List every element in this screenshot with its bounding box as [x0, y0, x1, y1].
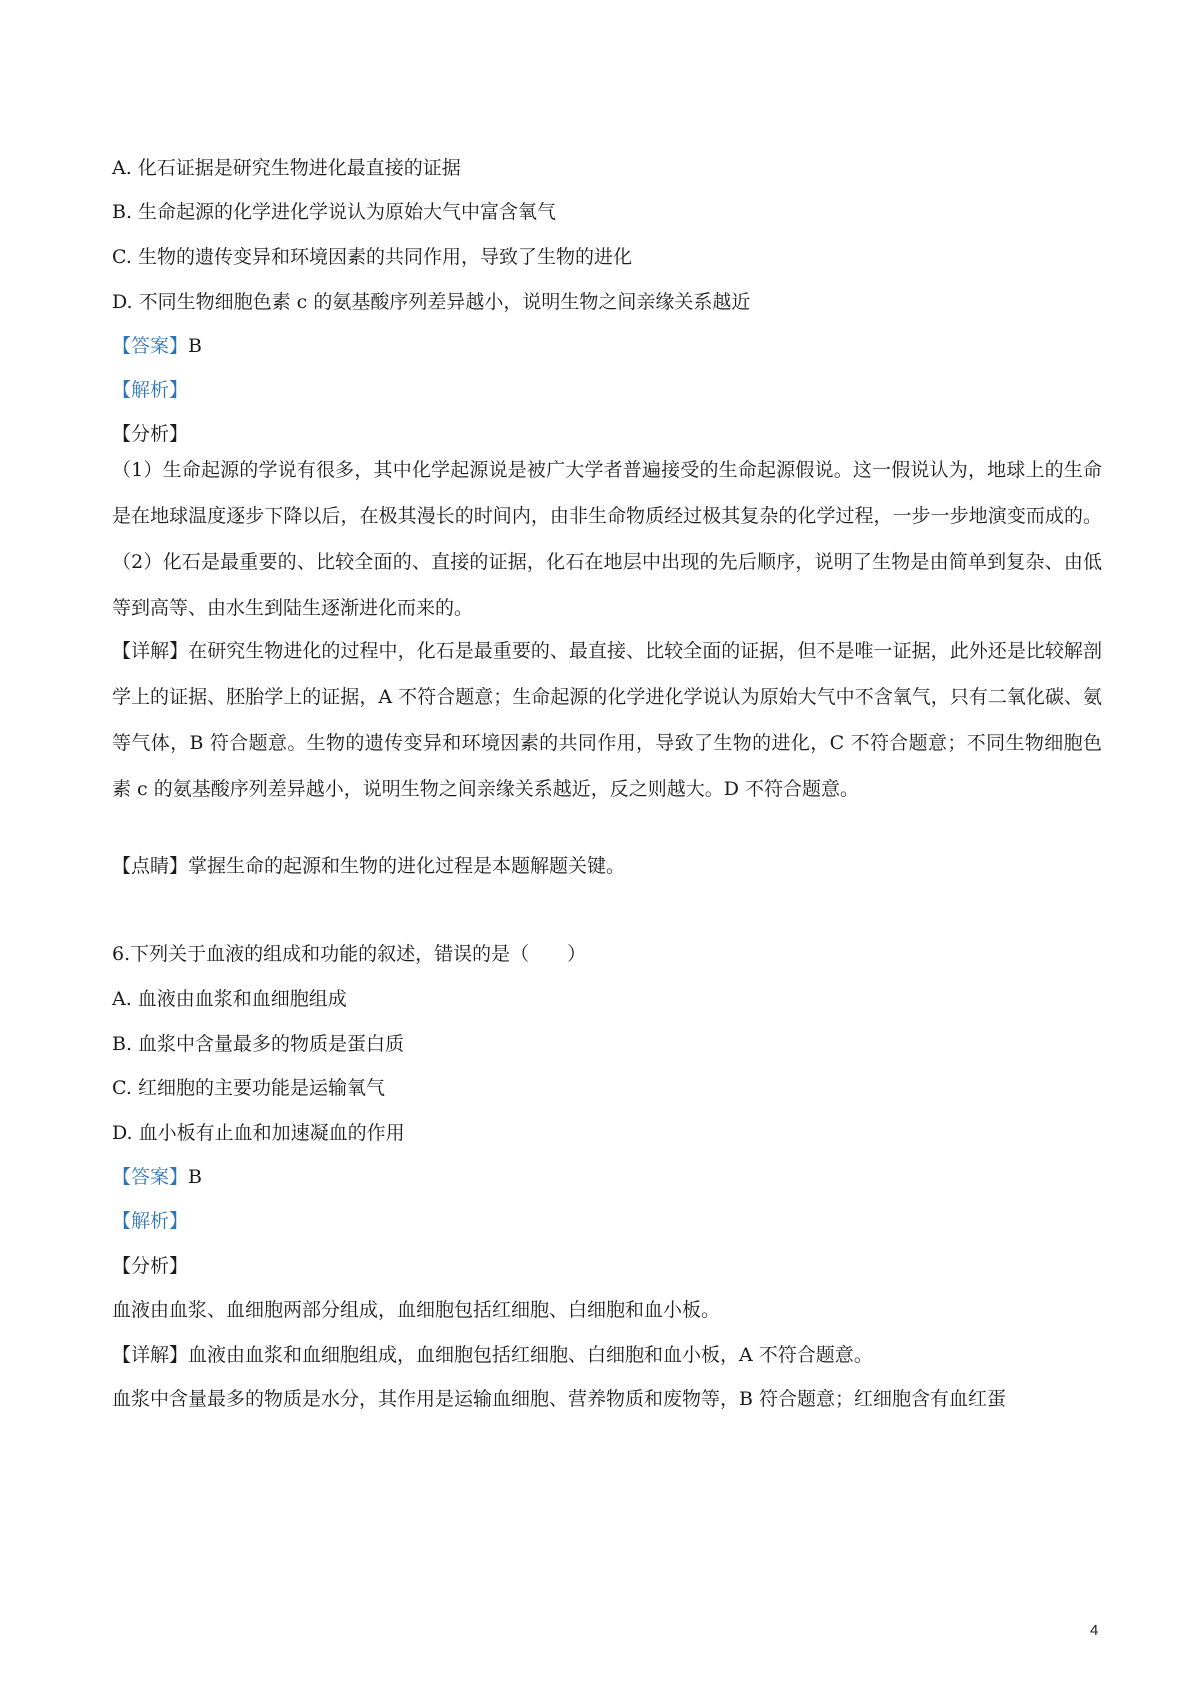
answer-value: B [188, 1166, 202, 1188]
dianjing-tag: 【点睛】 [112, 855, 189, 877]
q5-jiexi-tag: 【解析】 [112, 379, 189, 401]
q6-xiangjie [112, 1342, 873, 1368]
q6-question: 6.下列关于血液的组成和功能的叙述，错误的是（ ） [112, 943, 587, 965]
dianjing-text: 掌握生命的起源和生物的进化过程是本题解题关键。 [188, 855, 626, 877]
q5-dianjing [112, 853, 625, 879]
q5-option-b: B. 生命起源的化学进化学说认为原始大气中富含氧气 [112, 201, 557, 223]
answer-tag: 【答案】 [112, 1166, 189, 1188]
q6-fenxi-tag: 【分析】 [112, 1255, 189, 1277]
q6-option-a: A. 血液由血浆和血细胞组成 [112, 988, 347, 1010]
xiangjie-text: 在研究生物进化的过程中，化石是最重要的、最直接、比较全面的证据，但不是唯一证据，此外还是比较解剖学上的证据、胚胎学上的证据，A 不符合题意；生命起源的化学进化学说认为原始大气中不含氧气，只有二氧化碳、氨等气体，B 符合题意。生物的遗传变异和环境因素的共同作用，导致了生物的进化，C 不符合题意；不同生物细胞色素 c 的氨基酸序列差异越小，说明生物之间亲缘关系越近，反之则越大。D 不符合题意。 [112, 640, 1102, 800]
answer-value: B [188, 335, 202, 357]
q5-xiangjie [112, 628, 1102, 812]
q5-option-d: D. 不同生物细胞色素 c 的氨基酸序列差异越小，说明生物之间亲缘关系越近 [112, 291, 751, 313]
q6-option-c: C. 红细胞的主要功能是运输氧气 [112, 1077, 385, 1099]
q6-answer [112, 1164, 202, 1190]
xiangjie-tag: 【详解】 [112, 640, 189, 662]
page-number: 4 [1090, 1622, 1099, 1639]
q5-fenxi-tag: 【分析】 [112, 423, 189, 445]
q6-last-line: 血浆中含量最多的物质是水分，其作用是运输血细胞、营养物质和废物等，B 符合题意；红细胞含有血红蛋 [112, 1388, 1007, 1410]
q5-answer [112, 333, 202, 359]
q5-option-c: C. 生物的遗传变异和环境因素的共同作用，导致了生物的进化 [112, 246, 632, 268]
q6-fenxi-text: 血液由血浆、血细胞两部分组成，血细胞包括红细胞、白细胞和血小板。 [112, 1299, 721, 1321]
q5-fenxi-text: （1）生命起源的学说有很多，其中化学起源说是被广大学者普遍接受的生命起源假说。这一假说认为，地球上的生命是在地球温度逐步下降以后，在极其漫长的时间内，由非生命物质经过极其复杂的化学过程，一步一步地演变而成的。（2）化石是最重要的、比较全面的、直接的证据，化石在地层中出现的先后顺序，说明了生物是由简单到复杂、由低等到高等、由水生到陆生逐渐进化而来的。 [112, 459, 1102, 619]
xiangjie-tag: 【详解】 [112, 1344, 189, 1366]
q5-option-a: A. 化石证据是研究生物进化最直接的证据 [112, 157, 461, 179]
q6-option-b: B. 血浆中含量最多的物质是蛋白质 [112, 1033, 405, 1055]
xiangjie-text: 血液由血浆和血细胞组成，血细胞包括红细胞、白细胞和血小板，A 不符合题意。 [188, 1344, 873, 1366]
q6-option-d: D. 血小板有止血和加速凝血的作用 [112, 1122, 405, 1144]
q6-jiexi-tag: 【解析】 [112, 1210, 189, 1232]
answer-tag: 【答案】 [112, 335, 189, 357]
